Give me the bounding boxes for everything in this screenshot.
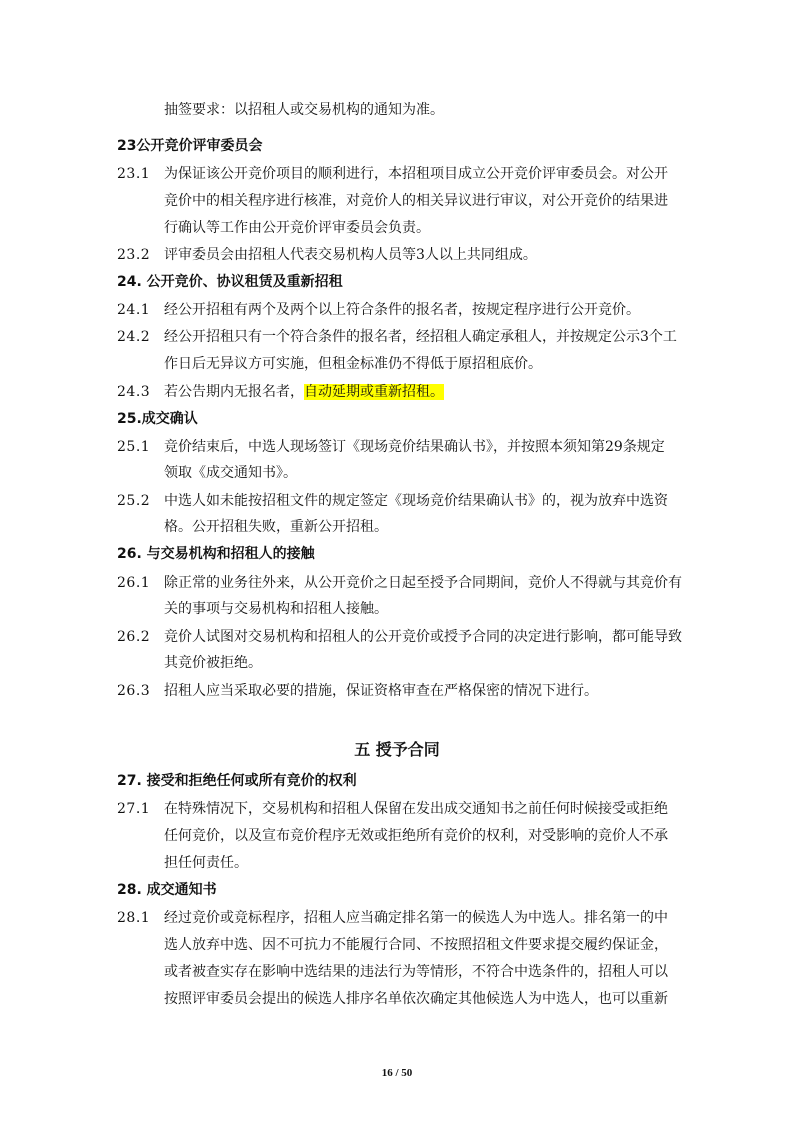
clause-number: 24.2 — [117, 329, 151, 345]
clause-text: 作日后无异议方可实施，但租金标准仍不得低于原招租底价。 — [164, 356, 542, 372]
clause-number: 26.3 — [117, 683, 151, 699]
clause-number: 24.1 — [117, 302, 151, 318]
page-number: 16 / 50 — [381, 1067, 413, 1079]
clause-text: 担任何责任。 — [164, 855, 248, 871]
clause-text: 格。公开招租失败，重新公开招租。 — [164, 519, 388, 535]
clause-text: 按照评审委员会提出的候选人排序名单依次确定其他候选人为中选人，也可以重新 — [164, 991, 668, 1007]
clause-text: 招租人应当采取必要的措施，保证资格审查在严格保密的情况下进行。 — [164, 683, 598, 699]
clause-text: 为保证该公开竞价项目的顺利进行，本招租项目成立公开竞价评审委员会。对公开 — [164, 166, 668, 182]
chapter-title: 五 授予合同 — [354, 740, 440, 759]
clause-number: 25.2 — [117, 493, 151, 509]
clause-number: 23.1 — [117, 166, 151, 182]
clause-text: 中选人如未能按招租文件的规定签定《现场竞价结果确认书》的，视为放弃中选资 — [164, 493, 668, 509]
clause-text: 在特殊情况下，交易机构和招租人保留在发出成交通知书之前任何时候接受或拒绝 — [164, 801, 668, 817]
clause-text: 竞价结束后，中选人现场签订《现场竞价结果确认书》，并按照本须知第29条规定 — [164, 439, 665, 455]
clause-number: 26.1 — [117, 575, 151, 591]
clause-text: 或者被查实存在影响中选结果的违法行为等情形，不符合中选条件的，招租人可以 — [164, 964, 668, 980]
clause-text: 竞价人试图对交易机构和招租人的公开竞价或授予合同的决定进行影响，都可能导致 — [164, 629, 682, 645]
clause-number: 27.1 — [117, 801, 151, 817]
clause-text: 行确认等工作由公开竞价评审委员会负责。 — [164, 220, 430, 236]
top-line: 抽签要求：以招租人或交易机构的通知为准。 — [164, 102, 444, 118]
highlighted-text: 自动延期或重新招租。 — [304, 384, 444, 400]
clause-number: 26.2 — [117, 629, 151, 645]
clause-text: 任何竞价，以及宣布竞价程序无效或拒绝所有竞价的权利，对受影响的竞价人不承 — [164, 828, 668, 844]
clause-text: 经公开招租只有一个符合条件的报名者，经招租人确定承租人，并按规定公示3个工 — [164, 329, 677, 345]
section-28-heading: 28. 成交通知书 — [117, 882, 217, 898]
clause-text: 选人放弃中选、因不可抗力不能履行合同、不按照招租文件要求提交履约保证金， — [164, 937, 668, 953]
section-26-heading: 26. 与交易机构和招租人的接触 — [117, 546, 315, 562]
clause-text-plain: 若公告期内无报名者， — [164, 384, 304, 400]
clause-text: 经过竞价或竞标程序，招租人应当确定排名第一的候选人为中选人。排名第一的中 — [164, 910, 668, 926]
clause-text: 关的事项与交易机构和招租人接触。 — [164, 601, 388, 617]
section-27-heading: 27. 接受和拒绝任何或所有竞价的权利 — [117, 773, 357, 789]
clause-text — [164, 381, 444, 403]
clause-number: 24.3 — [117, 384, 151, 400]
section-24-heading: 24. 公开竞价、协议租赁及重新招租 — [117, 274, 343, 290]
clause-number: 28.1 — [117, 910, 151, 926]
clause-text: 其竞价被拒绝。 — [164, 655, 262, 671]
section-23-heading: 23公开竞价评审委员会 — [117, 138, 263, 154]
clause-text: 经公开招租有两个及两个以上符合条件的报名者，按规定程序进行公开竞价。 — [164, 302, 640, 318]
clause-text: 评审委员会由招租人代表交易机构人员等3人以上共同组成。 — [164, 247, 537, 263]
clause-text: 竞价中的相关程序进行核准，对竞价人的相关异议进行审议，对公开竞价的结果进 — [164, 193, 668, 209]
section-25-heading: 25.成交确认 — [117, 411, 198, 427]
clause-text: 领取《成交通知书》。 — [164, 465, 297, 481]
clause-text: 除正常的业务往外来，从公开竞价之日起至授予合同期间，竞价人不得就与其竞价有 — [164, 575, 682, 591]
clause-number: 25.1 — [117, 439, 151, 455]
clause-number: 23.2 — [117, 247, 151, 263]
